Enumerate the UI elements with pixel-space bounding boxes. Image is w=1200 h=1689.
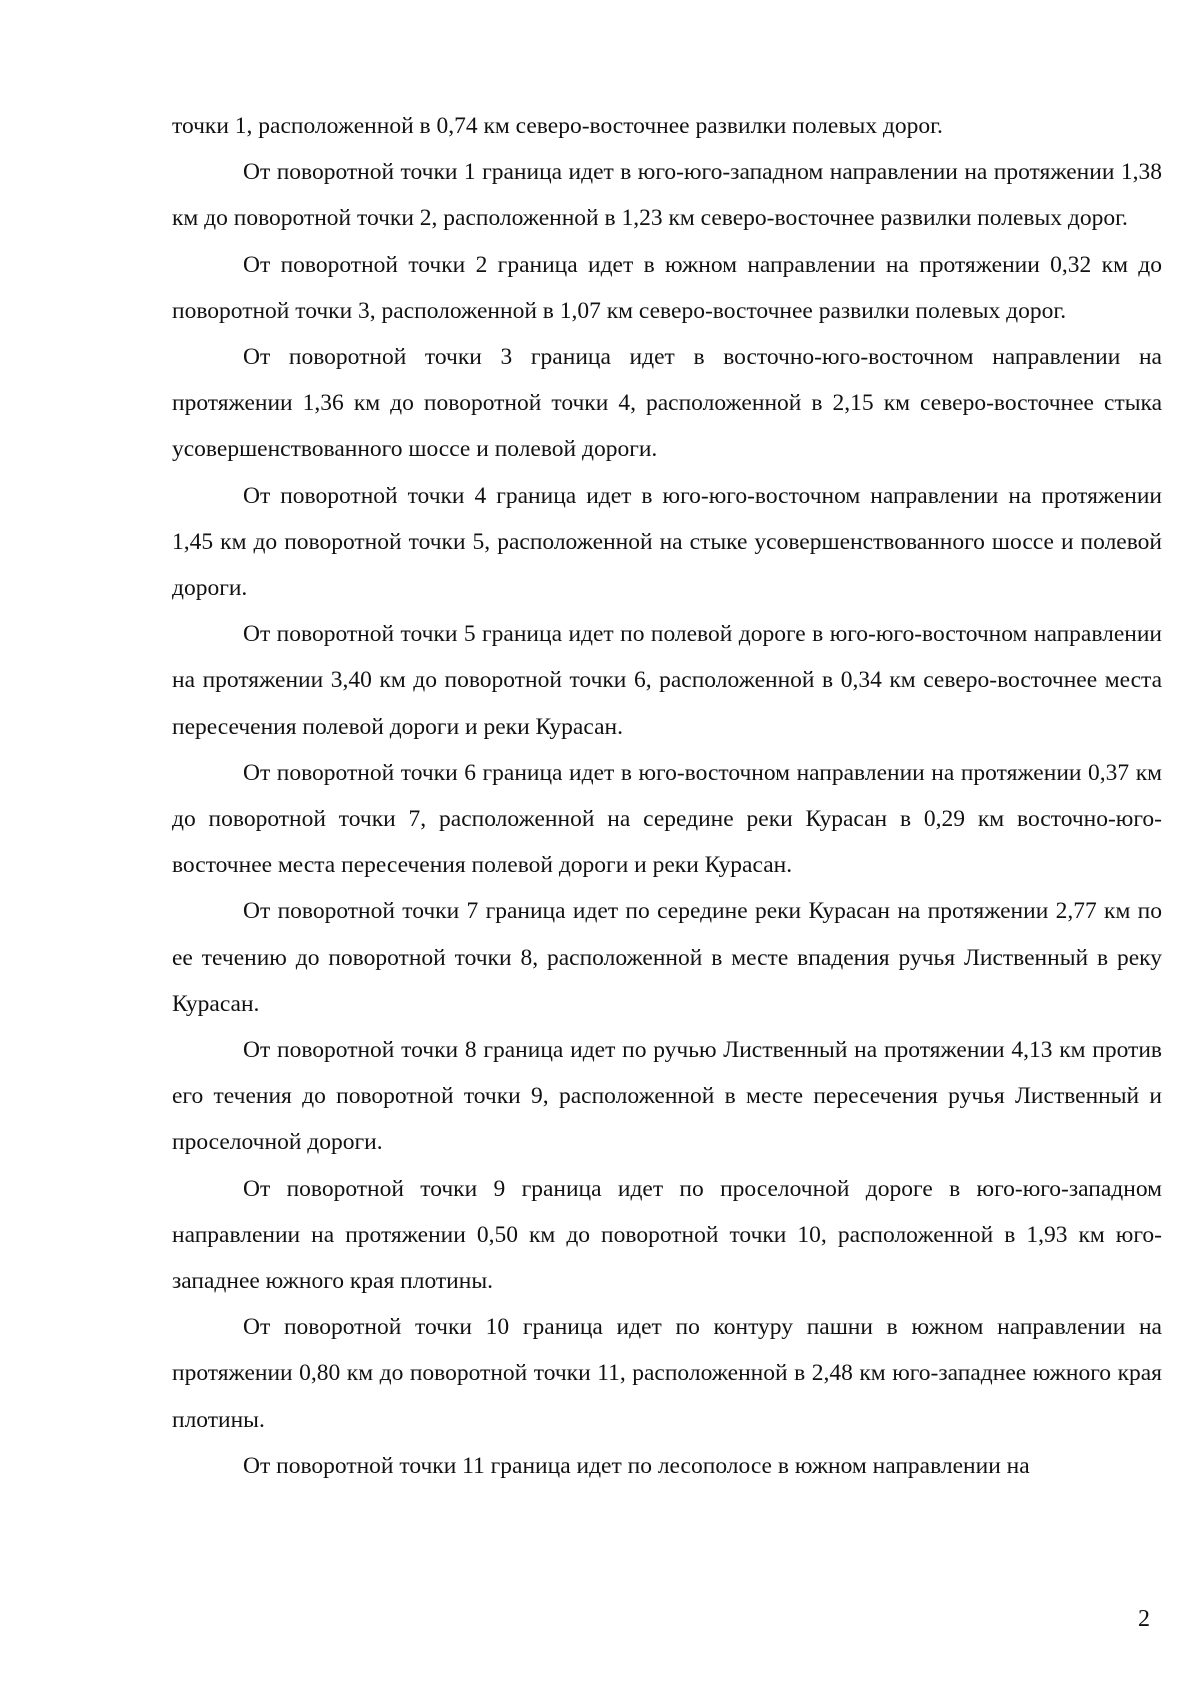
paragraph-turning-point-6: От поворотной точки 6 граница идет в юго-восточном направлении на протяжении 0,37 км до поворотной точки 7, расположенной на середине реки Курасан в 0,29 км восточно-юго-восточнее места пересечения полевой дороги и реки Курасан.: [172, 759, 1162, 879]
paragraph-turning-point-11: От поворотной точки 11 граница идет по лесополосе в южном направлении на: [243, 1452, 1030, 1479]
paragraph-turning-point-9: От поворотной точки 9 граница идет по проселочной дороге в юго-юго-западном направлении на протяжении 0,50 км до поворотной точки 10, расположенной в 1,93 км юго-западнее южного края плотины.: [172, 1175, 1162, 1295]
paragraph-turning-point-10: От поворотной точки 10 граница идет по контуру пашни в южном направлении на протяжении 0,80 км до поворотной точки 11, расположенной в 2,48 км юго-западнее южного края плотины.: [172, 1314, 1162, 1433]
paragraph-turning-point-1: От поворотной точки 1 граница идет в юго-юго-западном направлении на протяжении 1,38 км до поворотной точки 2, расположенной в 1,23 км северо-восточнее развилки полевых дорог.: [172, 159, 1162, 232]
paragraph-turning-point-2: От поворотной точки 2 граница идет в южном направлении на протяжении 0,32 км до поворотной точки 3, расположенной в 1,07 км северо-восточнее развилки полевых дорог.: [172, 251, 1162, 324]
page-number: 2: [1138, 1606, 1150, 1632]
paragraph-turning-point-7: От поворотной точки 7 граница идет по середине реки Курасан на протяжении 2,77 км по ее течению до поворотной точки 8, расположенной в месте впадения ручья Лиственный в реку Курасан.: [172, 898, 1162, 1017]
paragraph-turning-point-4: От поворотной точки 4 граница идет в юго-юго-восточном направлении на протяжении 1,45 км до поворотной точки 5, расположенной на стыке усовершенствованного шоссе и полевой дороги.: [172, 482, 1162, 602]
document-body: [172, 103, 1162, 1489]
paragraph-turning-point-3: От поворотной точки 3 граница идет в восточно-юго-восточном направлении на протяжении 1,36 км до поворотной точки 4, расположенной в 2,15 км северо-восточнее стыка усовершенствованного шоссе и полевой дороги.: [172, 344, 1162, 463]
paragraph-turning-point-8: От поворотной точки 8 граница идет по ручью Лиственный на протяжении 4,13 км против его течения до поворотной точки 9, расположенной в месте пересечения ручья Лиственный и проселочной дороги.: [172, 1037, 1162, 1156]
paragraph-turning-point-5: От поворотной точки 5 граница идет по полевой дороге в юго-юго-восточном направлении на протяжении 3,40 км до поворотной точки 6, расположенной в 0,34 км северо-восточнее места пересечения полевой дороги и реки Курасан.: [172, 621, 1162, 740]
paragraph-continuation: точки 1, расположенной в 0,74 км северо-восточнее развилки полевых дорог.: [172, 113, 943, 139]
